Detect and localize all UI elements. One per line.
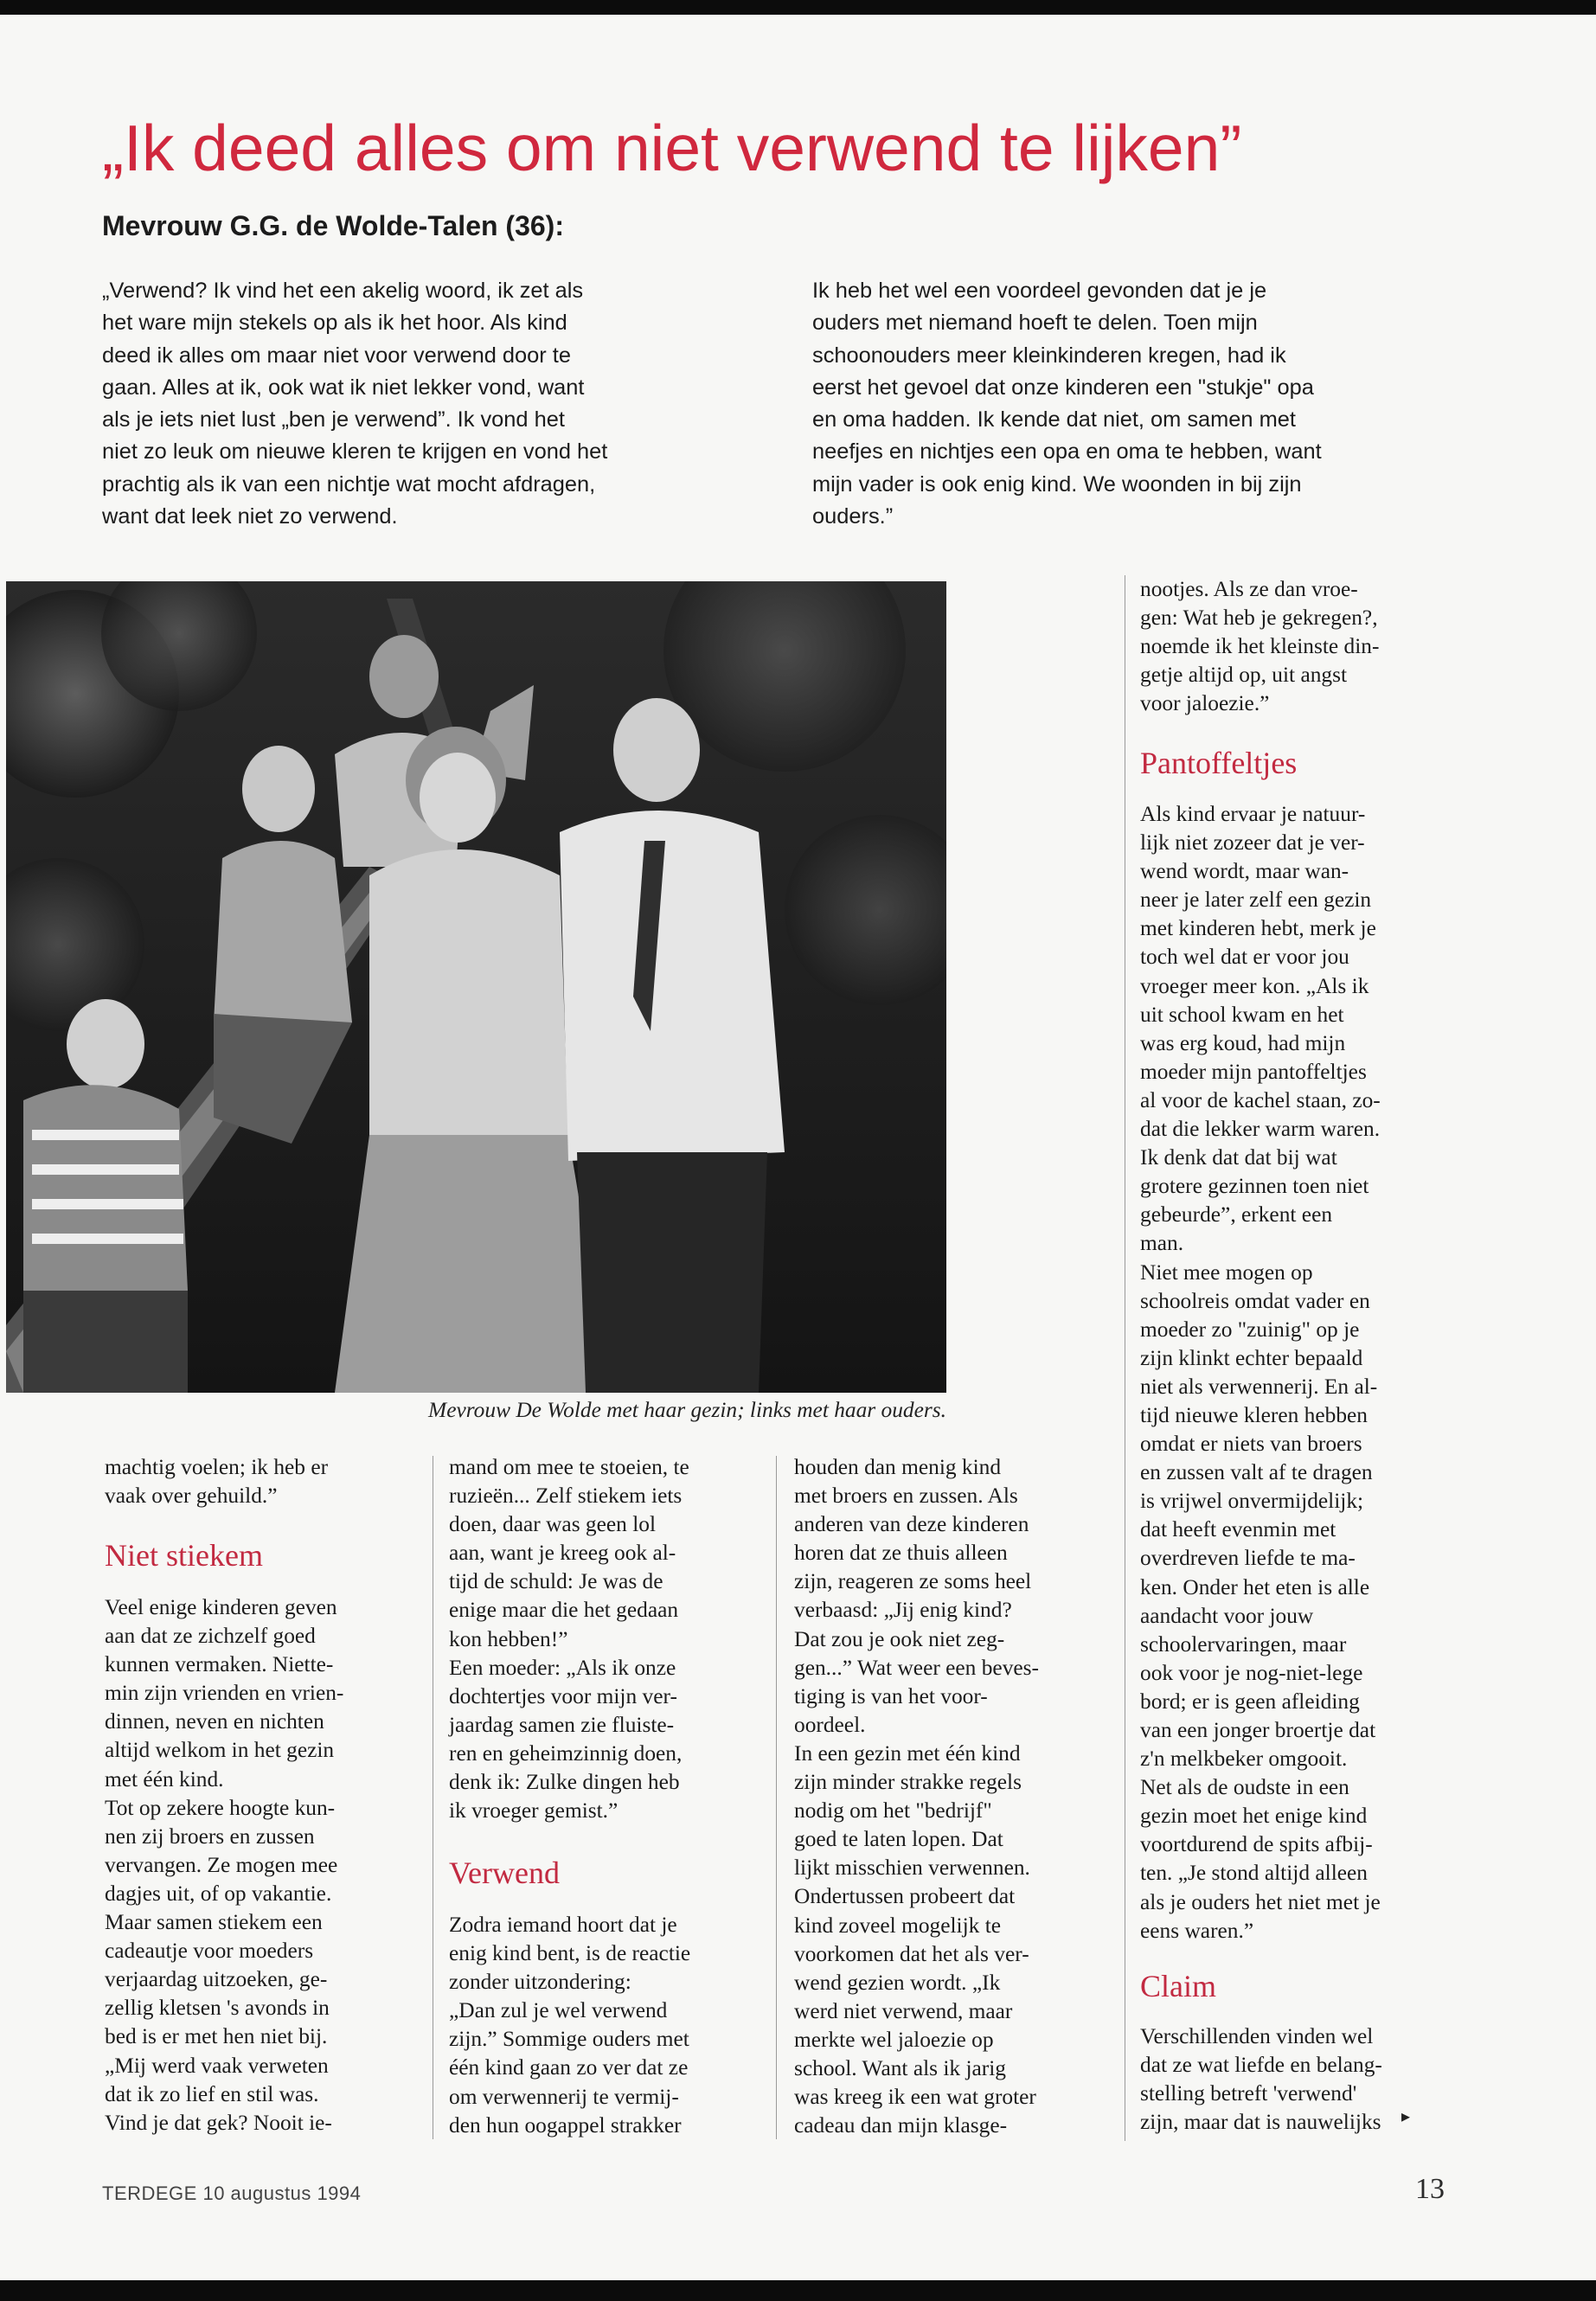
article-headline: „Ik deed alles om niet verwend te lijken” xyxy=(102,112,1242,184)
photo-caption: Mevrouw De Wolde met haar gezin; links met haar ouders. xyxy=(428,1398,946,1422)
col1-top-text: machtig voelen; ik heb er vaak over gehuild.” xyxy=(105,1455,329,1509)
article-byline: Mevrouw G.G. de Wolde-Talen (36): xyxy=(102,210,564,241)
col4-bottom-text: Verschillenden vinden wel dat ze wat liefde en belang- stelling betreft 'verwend' zijn, maar dat is nauwelijks xyxy=(1140,2024,1382,2135)
scan-edge-top xyxy=(0,0,1596,15)
col2-top-text: mand om mee te stoeien, te ruzieën... Zelf stiekem iets doen, daar was geen lol aan, want je kreeg ook al- tijd de schuld: Je was de enige maar die het gedaan kon hebben!” Een moeder: „Als ik onze dochtertjes voor mijn ver- jaardag samen zie fluiste- ren en geheimzinnig doen, denk ik: Zulke dingen heb ik vroeger gemist.” xyxy=(449,1455,689,1823)
col1-heading: Niet stiekem xyxy=(105,1538,263,1573)
col3-body-text: houden dan menig kind met broers en zussen. Als anderen van deze kinderen horen dat ze thuis alleen zijn, reageren ze soms heel verbaasd: „Jij enig kind? Dat zou je ook niet zeg- gen...” Wat weer een beves- tiging is van het voor- oordeel. In een gezin met één kind zijn minder strakke regels nodig om het "bedrijf" goed te laten lopen. Dat lijkt misschien verwennen. Ondertussen probeert dat kind zoveel mogelijk te voorkomen dat het als ver- wend gezien wordt. „Ik werd niet verwend, maar merkte wel jaloezie op school. Want als ik jarig was kreeg ik een wat groter cadeau dan mijn klasge- xyxy=(794,1455,1039,2138)
col2-heading: Verwend xyxy=(449,1856,560,1890)
col2-body-text: Zodra iemand hoort dat je enig kind bent, is de reactie zonder uitzondering: „Dan zul je wel verwend zijn.” Sommige ouders met één kind gaan zo ver dat ze om verwennerij te vermij- den hun oogappel strakker xyxy=(449,1913,691,2138)
footer-publication: TERDEGE 10 augustus 1994 xyxy=(102,2182,362,2204)
intro-text-right: Ik heb het wel een voordeel gevonden dat je je ouders met niemand hoeft te delen. Toen mijn schoonouders meer kleinkinderen kregen, had ik eerst het gevoel dat onze kinderen een "stukje" opa en oma hadden. Ik kende dat niet, om samen met neefjes en nichtjes een opa en oma te hebben, want mijn vader is ook enig kind. We woonden in bij zijn ouders.” xyxy=(812,279,1322,529)
col1-body-text: Veel enige kinderen geven aan dat ze zichzelf goed kunnen vermaken. Niette- min zijn vrienden en vrien- dinnen, neven en nichten altijd welkom in het gezin met één kind. Tot op zekere hoogte kun- nen zij broers en zussen vervangen. Ze mogen mee dagjes uit, of op vakantie. Maar samen stiekem een cadeautje voor moeders verjaardag uitzoeken, ge- zellig kletsen 's avonds in bed is er met hen niet bij. „Mij werd vaak verweten dat ik zo lief en stil was. Vind je dat gek? Nooit ie- xyxy=(105,1595,344,2135)
col4-heading-pantoffeltjes: Pantoffeltjes xyxy=(1140,746,1298,780)
intro-text-left: „Verwend? Ik vind het een akelig woord, ik zet als het ware mijn stekels op als ik het hoor. Als kind deed ik alles om maar niet voor verwend door te gaan. Alles at ik, ook wat ik niet lekker vond, want als je iets niet lust „ben je verwend”. Ik vond het niet zo leuk om nieuwe kleren te krijgen en vond het prachtig als ik van een nichtje wat mocht afdragen, want dat leek niet zo verwend. xyxy=(102,279,608,529)
page-number: 13 xyxy=(1415,2173,1445,2205)
col4-body-text: Als kind ervaar je natuur- lijk niet zozeer dat je ver- wend wordt, maar wan- neer je later zelf een gezin met kinderen hebt, merk je toch wel dat er voor jou vroeger meer kon. „Als ik uit school kwam en het was erg koud, had mijn moeder mijn pantoffeltjes al voor de kachel staan, zo- dat die lekker warm waren. Ik denk dat dat bij wat grotere gezinnen toen niet gebeurde”, erkent een man. Niet mee mogen op schoolreis omdat vader en moeder zo "zuinig" op je zijn klinkt echter bepaald niet als verwennerij. En al- tijd nieuwe kleren hebben omdat er niets van broers en zussen valt af te dragen is vrijwel onvermijdelijk; dat heeft evenmin met overdreven liefde te ma- ken. Onder het eten is alle aandacht voor jouw schoolervaringen, maar ook voor je nog-niet-lege bord; er is geen afleiding van een jonger broertje dat z'n melkbeker omgooit. Net als de oudste in een gezin moet het enige kind voortdurend de spits afbij- ten. „Je stond altijd alleen als je ouders het niet met je eens waren.” xyxy=(1140,802,1381,1943)
col4-top-text: nootjes. Als ze dan vroe- gen: Wat heb je gekregen?, noemde ik het kleinste din- getje altijd op, uit angst voor jaloezie.” xyxy=(1140,577,1380,716)
scan-edge-bottom xyxy=(0,2280,1596,2301)
family-photo xyxy=(6,581,946,1393)
column-rule xyxy=(776,1456,777,2139)
col4-heading-claim: Claim xyxy=(1140,1969,1216,2003)
continue-arrow-icon: ▸ xyxy=(1401,2106,1411,2126)
